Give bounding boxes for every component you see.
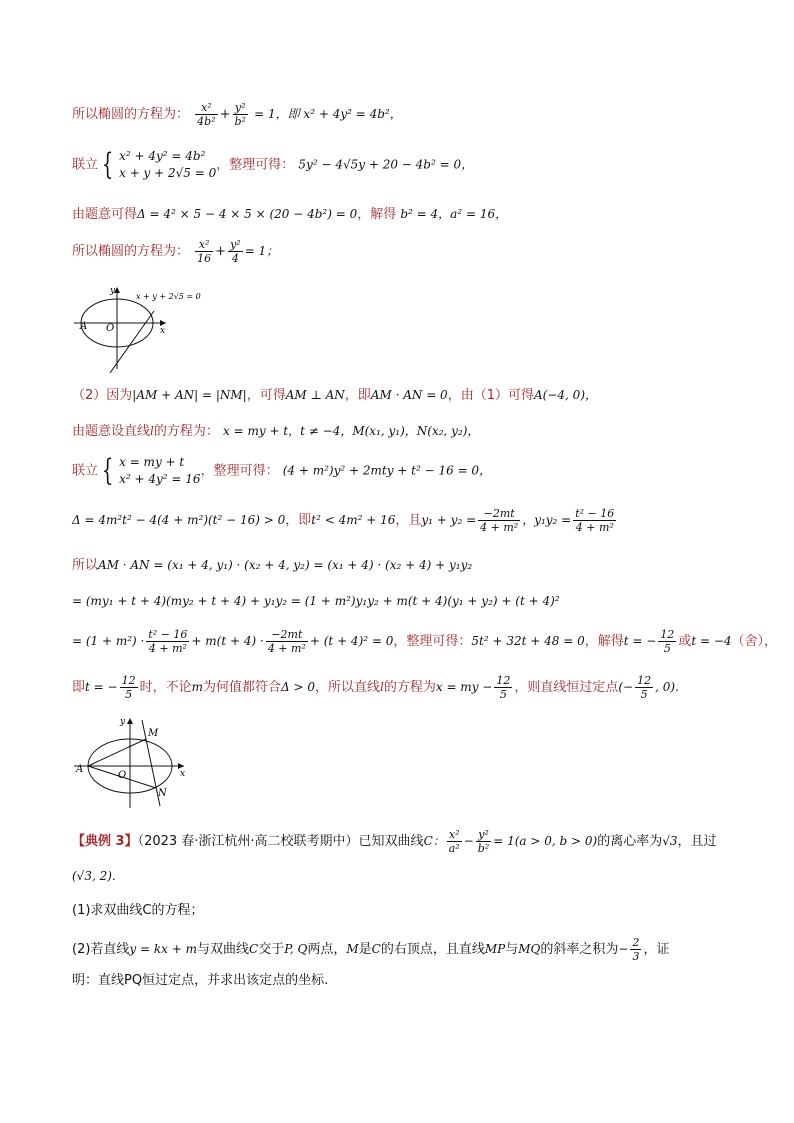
- point-a-label: A: [80, 321, 88, 332]
- fraction: $\frac{\text{y²}}{\text{b²}}$: [477, 828, 490, 855]
- equation-system: x = my + t x² + 4y² = 16: [119, 455, 201, 486]
- line-setup-line: 由题意设直线l的方程为： x = my + t，t ≠ −4，M(x₁, y₁)，N(x₂, y₂)，: [72, 424, 480, 439]
- question-2: (2)若直线y = kx + m与双曲线C交于P, Q两点，M是C的右顶点，且直线MP与MQ的斜率之积为− $\frac{2}{3}$ ，证: [72, 936, 670, 963]
- y-axis-arrow: [127, 718, 133, 724]
- y-axis-label: y: [110, 286, 116, 296]
- line-equation-label: x + y + 2√5 = 0: [136, 292, 201, 301]
- fraction: $\frac{12}{5}$: [660, 628, 675, 655]
- example-3-heading: 【典例 3】（2023 春·浙江杭州·高二校联考期中）已知双曲线C： $\frac{\text{x²}}{\text{a²}}$ − $\frac{\text{y²}}{\text{b²}}$ = 1(a > 0, b > 0)的离心率为√3，且过: [72, 828, 717, 855]
- brace-symbol: {: [101, 453, 114, 488]
- vieta-line: Δ = 4m²t² − 4(4 + m²)(t² − 16) > 0，即t² < 4m² + 16，且y₁ + y₂ = $\frac{-2mt}{\text{4 + m²}}$ ，y₁y₂ = $\frac{\text{t² − 16}}{\text{4 + m²}}$: [72, 507, 615, 534]
- conclusion-line: 即t = − $\frac{12}{5}$ 时，不论m为何值都符合Δ > 0，所以直线l的方程为x = my − $\frac{12}{5}$ ，则直线恒过定点(− $\frac{12}{5}$ , 0).: [72, 674, 679, 701]
- point-a-label: A: [76, 764, 84, 775]
- fraction: $\frac{12}{5}$: [637, 674, 652, 701]
- ellipse-equation-line-1: 所以椭圆的方程为： $\frac{\text{x²}}{\text{4b²}}$ + $\frac{\text{y²}}{\text{b²}}$ = 1，即 x² + 4y² = 4b²，: [72, 101, 402, 128]
- ellipse-equation-line-2: 所以椭圆的方程为： $\frac{\text{x²}}{16}$ + $\frac{\text{y²}}{4}$ = 1；: [72, 238, 279, 265]
- part-2-intro-line: （2）因为|AM + AN| = |NM|，可得AM ⊥ AN，即AM · AN = 0，由（1）可得A(−4, 0)，: [72, 388, 597, 403]
- fraction: $\frac{\text{t² − 16}}{\text{4 + m²}}$: [148, 628, 188, 655]
- question-2-continued: 明：直线PQ恒过定点，并求出该定点的坐标.: [72, 973, 329, 988]
- fraction: $\frac{12}{5}$: [496, 674, 511, 701]
- x-axis-label: x: [180, 769, 186, 779]
- point-n-label: N: [158, 788, 167, 799]
- fraction: $\frac{-2mt}{\text{4 + m²}}$: [267, 628, 306, 655]
- fraction: $\frac{12}{5}$: [121, 674, 136, 701]
- fraction: $\frac{\text{y²}}{\text{b²}}$: [234, 101, 246, 128]
- x-axis-label: x: [160, 326, 166, 336]
- example-3-point: (√3, 2).: [72, 869, 116, 883]
- solve-t-line: = (1 + m²) · $\frac{\text{t² − 16}}{\text{4 + m²}}$ + m(t + 4) · $\frac{-2mt}{\text{4 + m²}}$ + (t + 4)² = 0，整理可得：5t² + 32t + 48 = 0，解得t = − $\frac{12}{5}$ 或t = −4（舍），: [72, 628, 778, 655]
- fraction: $\frac{\text{x²}}{\text{4b²}}$: [197, 101, 216, 128]
- expansion-line: = (my₁ + t + 4)(my₂ + t + 4) + y₁y₂ = (1 + m²)y₁y₂ + m(t + 4)(y₁ + y₂) + (t + 4)²: [72, 594, 560, 608]
- discriminant-line: 由题意可得Δ = 4² × 5 − 4 × 5 × (20 − 4b²) = 0，解得 b² = 4，a² = 16，: [72, 207, 508, 222]
- fraction: $\frac{-2mt}{\text{4 + m²}}$: [480, 507, 519, 534]
- origin-label: O: [118, 770, 127, 781]
- simultaneous-equations-line-1: 联立 { x² + 4y² = 4b² x + y + 2√5 = 0 ，整理可得： 5y² − 4√5y + 20 − 4b² = 0，: [72, 147, 474, 182]
- point-m-label: M: [148, 728, 159, 739]
- fraction: $\frac{\text{x²}}{16}$: [197, 238, 212, 265]
- fraction: $\frac{\text{y²}}{4}$: [230, 238, 241, 265]
- fraction: $\frac{\text{t² − 16}}{\text{4 + m²}}$: [575, 507, 615, 534]
- origin-label: O: [106, 323, 115, 334]
- dot-product-line: 所以AM · AN = (x₁ + 4, y₁) · (x₂ + 4, y₂) = (x₁ + 4) · (x₂ + 4) + y₁y₂: [72, 558, 473, 573]
- ellipse-tangent-figure: [72, 283, 202, 375]
- segment-am: [88, 739, 146, 766]
- fraction: $\frac{\text{x²}}{\text{a²}}$: [448, 828, 460, 855]
- question-1: (1)求双曲线C的方程；: [72, 903, 204, 918]
- simultaneous-equations-line-2: 联立 { x = my + t x² + 4y² = 16 ，整理可得： (4 + m²)y² + 2mty + t² − 16 = 0，: [72, 453, 492, 488]
- y-axis-label: y: [120, 717, 126, 727]
- ellipse-chord-figure: [72, 712, 197, 812]
- fraction: $\frac{2}{3}$: [632, 936, 640, 963]
- equation-system: x² + 4y² = 4b² x + y + 2√5 = 0: [119, 149, 217, 180]
- brace-symbol: {: [101, 147, 114, 182]
